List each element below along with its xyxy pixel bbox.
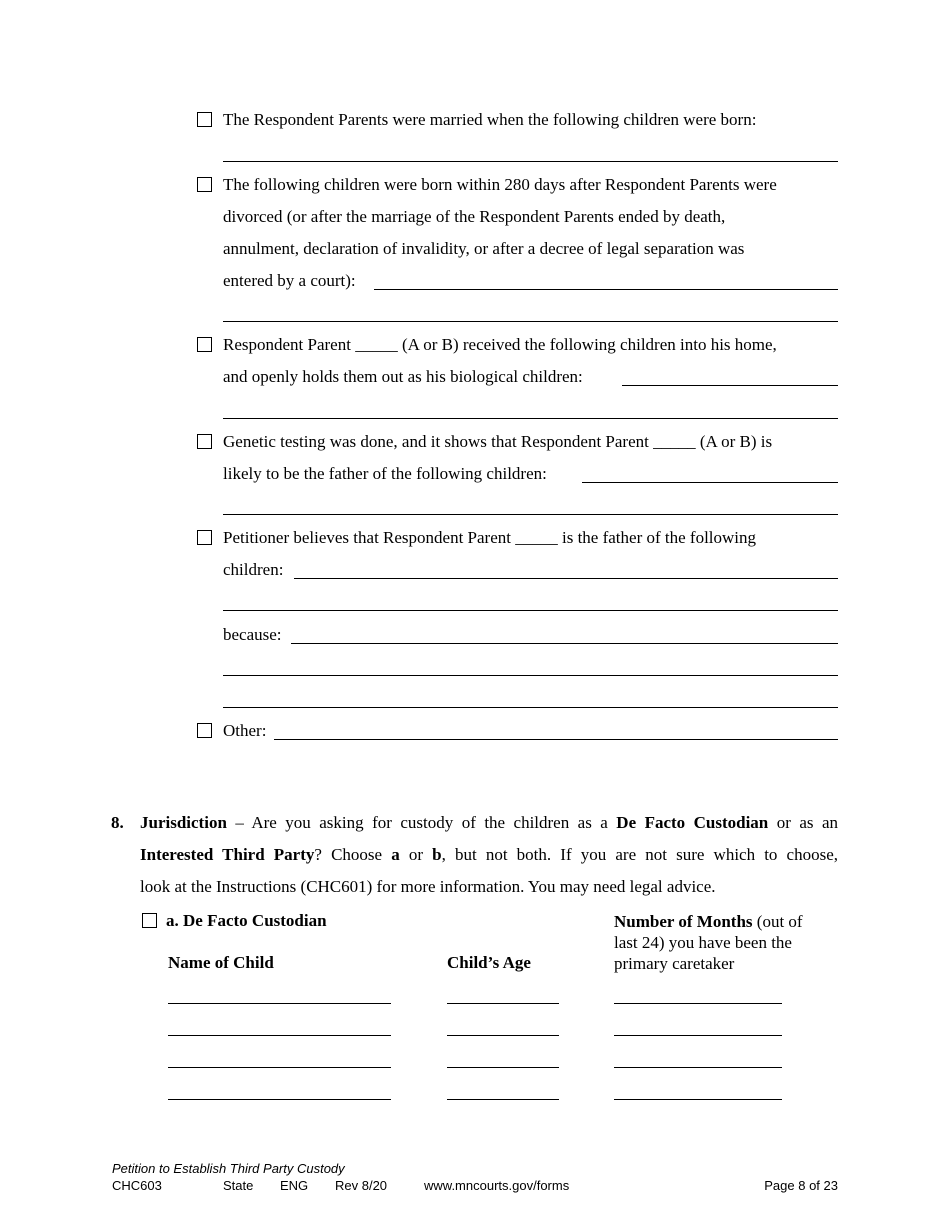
- footer-scope: State: [223, 1178, 254, 1193]
- genetic-text-line1: Genetic testing was done, and it shows that Respondent Parent _____ (A or B) is: [223, 432, 773, 451]
- section8-line2-end: , but not both. If you are not sure which to choose,: [441, 845, 839, 864]
- defacto-label: a. De Facto Custodian: [166, 911, 327, 930]
- child-name-line-1[interactable]: [168, 1003, 391, 1004]
- divorced-text-line2: divorced (or after the marriage of the Respondent Parents ended by death,: [223, 207, 726, 226]
- section-number: 8.: [111, 813, 124, 832]
- choice-b: b: [432, 845, 442, 864]
- believes-because-line-3[interactable]: [223, 707, 838, 708]
- footer-lang: ENG: [280, 1178, 309, 1193]
- received-text-line2: and openly holds them out as his biological children:: [223, 367, 583, 386]
- believes-children-line-2[interactable]: [223, 610, 838, 611]
- believes-because-label: because:: [223, 625, 282, 644]
- divorced-checkbox[interactable]: [197, 177, 212, 192]
- col-header-months-bold: Number of Months: [614, 912, 753, 931]
- genetic-checkbox[interactable]: [197, 434, 212, 449]
- section8-line1-text: – Are you asking for custody of the children as a: [226, 813, 617, 832]
- footer-url[interactable]: www.mncourts.gov/forms: [424, 1178, 570, 1193]
- section8-line2-mid: ? Choose: [314, 845, 392, 864]
- child-months-line-2[interactable]: [614, 1035, 782, 1036]
- child-age-line-1[interactable]: [447, 1003, 559, 1004]
- child-months-line-4[interactable]: [614, 1099, 782, 1100]
- section-heading: Jurisdiction: [140, 813, 227, 832]
- married-checkbox[interactable]: [197, 112, 212, 127]
- section8-line3: look at the Instructions (CHC601) for more information. You may need legal advice.: [140, 877, 716, 896]
- believes-text-line1: Petitioner believes that Respondent Parent _____ is the father of the following: [223, 528, 757, 547]
- child-age-line-2[interactable]: [447, 1035, 559, 1036]
- divorced-text-line4: entered by a court):: [223, 271, 356, 290]
- genetic-answer-line-2[interactable]: [223, 514, 838, 515]
- believes-children-line-1[interactable]: [294, 578, 838, 579]
- believes-checkbox[interactable]: [197, 530, 212, 545]
- married-text: The Respondent Parents were married when the following children were born:: [223, 110, 757, 129]
- divorced-answer-line-1[interactable]: [374, 289, 838, 290]
- child-months-line-3[interactable]: [614, 1067, 782, 1068]
- section8-or: or: [399, 845, 433, 864]
- col-header-months-rest1: (out of: [752, 912, 803, 931]
- genetic-answer-line-1[interactable]: [582, 482, 838, 483]
- interested-term: Interested Third Party: [140, 845, 315, 864]
- defacto-term: De Facto Custodian: [616, 813, 769, 832]
- child-age-line-4[interactable]: [447, 1099, 559, 1100]
- footer-rev: Rev 8/20: [335, 1178, 388, 1193]
- col-header-name: Name of Child: [168, 953, 274, 972]
- divorced-answer-line-2[interactable]: [223, 321, 838, 322]
- divorced-text-line3: annulment, declaration of invalidity, or after a decree of legal separation was: [223, 239, 745, 258]
- married-answer-line[interactable]: [223, 161, 838, 162]
- other-label: Other:: [223, 721, 267, 740]
- col-header-months: [614, 911, 803, 974]
- divorced-text-line1: The following children were born within 280 days after Respondent Parents were: [223, 175, 777, 194]
- other-answer-line[interactable]: [274, 739, 838, 740]
- received-checkbox[interactable]: [197, 337, 212, 352]
- received-text-line1: Respondent Parent _____ (A or B) received the following children into his home,: [223, 335, 777, 354]
- child-months-line-1[interactable]: [614, 1003, 782, 1004]
- col-header-months-rest2: last 24) you have been the: [614, 933, 792, 952]
- choice-a: a: [391, 845, 400, 864]
- col-header-months-rest3: primary caretaker: [614, 954, 735, 973]
- footer-page-number: Page 8 of 23: [764, 1178, 838, 1193]
- believes-text-line2: children:: [223, 560, 284, 579]
- received-answer-line-2[interactable]: [223, 418, 838, 419]
- genetic-text-line2: likely to be the father of the following children:: [223, 464, 547, 483]
- child-name-line-3[interactable]: [168, 1067, 391, 1068]
- child-age-line-3[interactable]: [447, 1067, 559, 1068]
- footer-form-id: CHC603: [112, 1178, 162, 1193]
- other-checkbox[interactable]: [197, 723, 212, 738]
- footer-title: Petition to Establish Third Party Custody: [112, 1161, 345, 1176]
- section8-line1-end: or as an: [768, 813, 838, 832]
- received-answer-line-1[interactable]: [622, 385, 838, 386]
- defacto-checkbox[interactable]: [142, 913, 157, 928]
- section8-line2: [140, 845, 838, 865]
- child-name-line-4[interactable]: [168, 1099, 391, 1100]
- child-name-line-2[interactable]: [168, 1035, 391, 1036]
- section8-line1: [140, 813, 838, 833]
- col-header-age: Child’s Age: [447, 953, 531, 972]
- believes-because-line-1[interactable]: [291, 643, 838, 644]
- believes-because-line-2[interactable]: [223, 675, 838, 676]
